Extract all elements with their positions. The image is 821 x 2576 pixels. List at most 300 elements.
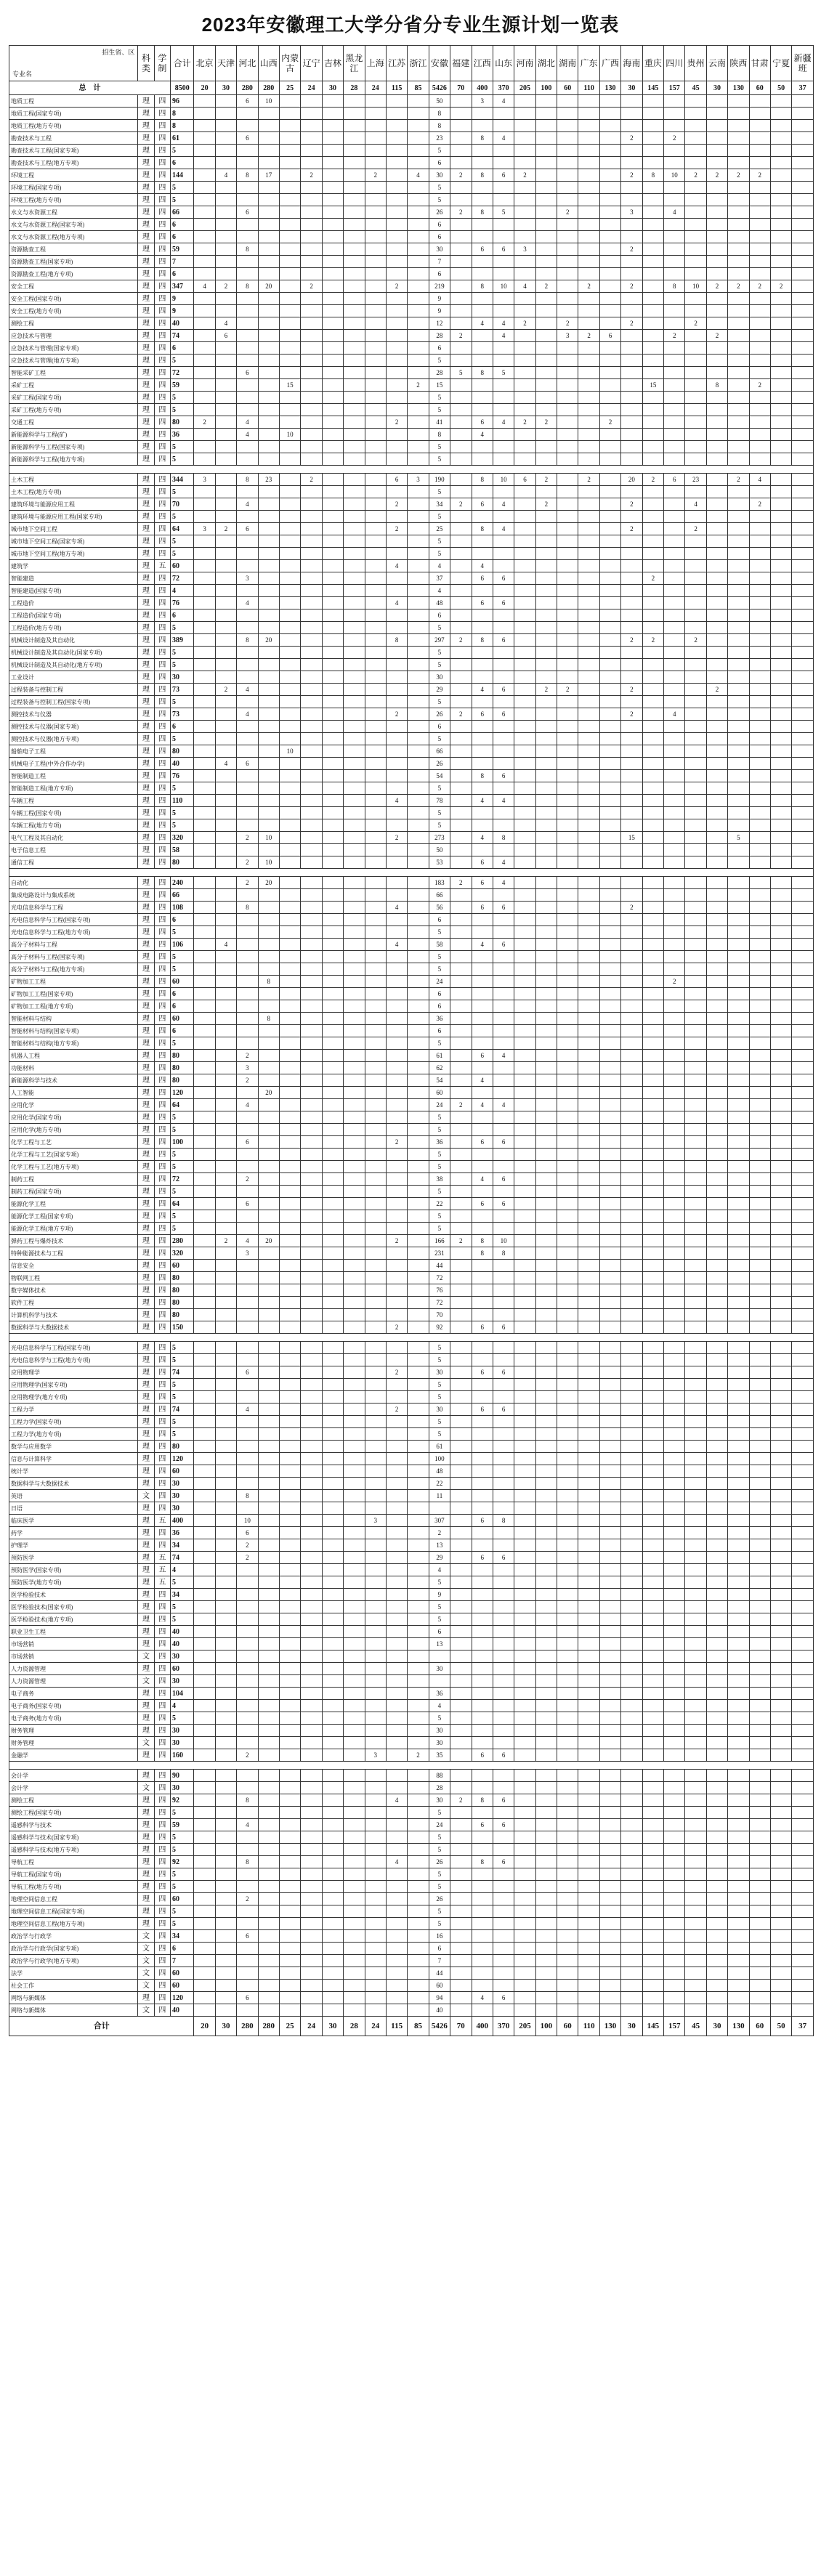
province-quota-cell	[215, 231, 236, 243]
total-cell: 60	[170, 1465, 193, 1478]
province-quota-cell	[728, 1260, 749, 1272]
province-quota-cell	[535, 1782, 557, 1794]
zongji-value: 85	[408, 81, 429, 95]
province-quota-cell	[685, 330, 706, 342]
total-cell: 5	[170, 1868, 193, 1881]
province-quota-cell	[322, 1502, 343, 1515]
province-quota-cell: 8	[237, 634, 258, 647]
province-quota-cell	[557, 560, 578, 572]
province-quota-cell	[514, 1490, 535, 1502]
province-quota-cell	[194, 1428, 215, 1441]
province-quota-cell	[599, 1688, 620, 1700]
province-quota-cell	[237, 939, 258, 951]
province-quota-cell	[514, 1782, 535, 1794]
province-quota-cell	[386, 404, 407, 416]
province-quota-cell	[258, 182, 279, 194]
province-quota-cell	[215, 1354, 236, 1366]
province-quota-cell	[450, 379, 472, 392]
province-quota-cell	[535, 1284, 557, 1297]
province-quota-cell	[706, 132, 727, 145]
province-quota-cell	[322, 1601, 343, 1613]
province-quota-cell	[365, 1589, 386, 1601]
province-quota-cell	[599, 758, 620, 770]
province-quota-cell	[770, 1881, 791, 1893]
province-quota-cell	[535, 1149, 557, 1161]
province-quota-cell	[493, 609, 514, 622]
province-quota-cell: 6	[664, 474, 685, 486]
province-quota-cell	[535, 108, 557, 120]
xuezhi-cell: 四	[154, 1712, 170, 1725]
province-quota-cell	[514, 1379, 535, 1391]
kelei-cell: 理	[138, 1124, 154, 1136]
province-quota-cell	[706, 1782, 727, 1794]
province-quota-cell	[514, 1037, 535, 1050]
table-row	[9, 1074, 814, 1087]
province-quota-cell	[514, 1893, 535, 1905]
province-quota-cell	[322, 355, 343, 367]
province-quota-cell	[258, 1725, 279, 1737]
province-quota-cell	[578, 1819, 599, 1831]
province-quota-cell	[408, 1527, 429, 1539]
province-quota-cell: 2	[706, 684, 727, 696]
province-quota-cell	[578, 647, 599, 659]
province-quota-cell	[493, 1441, 514, 1453]
major-name: 电子商务(地方专项)	[9, 1712, 138, 1725]
province-quota-cell	[706, 1589, 727, 1601]
province-quota-cell	[514, 634, 535, 647]
province-quota-cell	[301, 1868, 322, 1881]
province-quota-cell: 25	[429, 523, 450, 535]
province-quota-cell	[749, 1515, 770, 1527]
province-quota-cell: 2	[621, 902, 642, 914]
province-quota-cell	[493, 1881, 514, 1893]
province-quota-cell	[258, 733, 279, 745]
total-cell: 30	[170, 1478, 193, 1490]
province-quota-cell	[749, 1539, 770, 1552]
province-quota-cell	[706, 856, 727, 869]
province-quota-cell	[279, 1688, 300, 1700]
province-quota-cell	[386, 572, 407, 585]
province-quota-cell	[386, 696, 407, 708]
province-quota-cell	[706, 770, 727, 782]
province-quota-cell	[301, 926, 322, 939]
province-quota-cell	[535, 634, 557, 647]
province-quota-cell: 4	[237, 429, 258, 441]
province-quota-cell	[450, 1247, 472, 1260]
province-quota-cell	[770, 1807, 791, 1819]
province-quota-cell	[408, 305, 429, 317]
province-quota-cell	[706, 120, 727, 132]
zongji-value: 24	[365, 81, 386, 95]
province-quota-cell: 2	[237, 1552, 258, 1564]
total-cell: 6	[170, 342, 193, 355]
province-quota-cell	[664, 844, 685, 856]
province-quota-cell	[194, 914, 215, 926]
province-quota-cell	[514, 1025, 535, 1037]
province-quota-cell	[365, 219, 386, 231]
province-quota-cell	[365, 1198, 386, 1210]
province-quota-cell	[706, 782, 727, 795]
province-quota-cell	[685, 758, 706, 770]
province-quota-cell	[514, 560, 535, 572]
province-quota-cell	[770, 634, 791, 647]
province-quota-cell	[621, 572, 642, 585]
province-quota-cell	[279, 1601, 300, 1613]
province-quota-cell	[365, 1807, 386, 1819]
province-quota-cell	[493, 1062, 514, 1074]
province-quota-cell: 6	[472, 1050, 493, 1062]
province-quota-cell	[344, 330, 365, 342]
xuezhi-cell: 四	[154, 1478, 170, 1490]
zongji-label: 总 计	[9, 81, 171, 95]
total-cell: 5	[170, 194, 193, 206]
province-quota-cell	[685, 1087, 706, 1099]
province-quota-cell	[599, 1831, 620, 1844]
province-quota-cell	[279, 696, 300, 708]
province-quota-cell	[194, 1527, 215, 1539]
province-quota-cell: 2	[749, 280, 770, 293]
province-quota-cell	[322, 1589, 343, 1601]
province-quota-cell: 62	[429, 1062, 450, 1074]
province-quota-cell	[770, 1428, 791, 1441]
province-quota-cell	[770, 795, 791, 807]
province-quota-cell	[770, 1601, 791, 1613]
province-quota-cell	[599, 1099, 620, 1111]
province-quota-cell	[664, 1725, 685, 1737]
province-quota-cell	[599, 194, 620, 206]
province-quota-cell	[578, 1050, 599, 1062]
province-quota-cell	[386, 1539, 407, 1552]
province-quota-cell	[642, 1453, 663, 1465]
province-quota-cell	[770, 782, 791, 795]
province-quota-cell	[706, 634, 727, 647]
xuezhi-cell: 四	[154, 1260, 170, 1272]
total-cell: 144	[170, 169, 193, 182]
province-quota-cell	[770, 1354, 791, 1366]
province-quota-cell: 2	[386, 1136, 407, 1149]
province-quota-cell: 6	[493, 1819, 514, 1831]
province-quota-cell	[258, 1737, 279, 1749]
province-quota-cell	[194, 548, 215, 560]
province-quota-cell	[344, 548, 365, 560]
kelei-cell: 理	[138, 951, 154, 963]
province-quota-cell	[237, 1589, 258, 1601]
total-cell: 92	[170, 1856, 193, 1868]
total-cell: 80	[170, 745, 193, 758]
province-quota-cell	[472, 745, 493, 758]
xuezhi-cell: 四	[154, 1663, 170, 1675]
province-quota-cell	[386, 770, 407, 782]
kelei-cell: 理	[138, 1186, 154, 1198]
province-quota-cell	[237, 647, 258, 659]
province-quota-cell	[557, 1186, 578, 1198]
province-quota-cell	[194, 219, 215, 231]
total-cell: 73	[170, 708, 193, 721]
province-quota-cell	[237, 1675, 258, 1688]
province-quota-cell	[728, 132, 749, 145]
province-quota-cell	[450, 939, 472, 951]
major-name: 建筑环境与能源应用工程(国家专项)	[9, 511, 138, 523]
province-quota-cell	[237, 1638, 258, 1650]
xuezhi-cell: 四	[154, 355, 170, 367]
province-quota-cell	[664, 877, 685, 889]
province-quota-cell	[450, 1416, 472, 1428]
province-quota-cell	[578, 597, 599, 609]
province-quota-cell	[386, 231, 407, 243]
province-quota-cell	[621, 1284, 642, 1297]
province-quota-cell	[535, 1173, 557, 1186]
table-row	[9, 243, 814, 256]
province-quota-cell	[706, 1807, 727, 1819]
province-quota-cell	[792, 1284, 814, 1297]
province-quota-cell	[685, 745, 706, 758]
province-quota-cell	[578, 939, 599, 951]
province-quota-cell	[215, 1893, 236, 1905]
province-quota-cell	[535, 1198, 557, 1210]
province-quota-cell	[258, 1650, 279, 1663]
province-quota-cell	[493, 1342, 514, 1354]
province-quota-cell	[535, 696, 557, 708]
province-quota-cell	[599, 572, 620, 585]
province-quota-cell	[557, 1404, 578, 1416]
xuezhi-cell: 四	[154, 404, 170, 416]
province-quota-cell	[408, 1782, 429, 1794]
zongji-value: 50	[770, 81, 791, 95]
province-quota-cell	[599, 441, 620, 453]
province-quota-cell	[557, 379, 578, 392]
province-quota-cell	[386, 1062, 407, 1074]
province-quota-cell	[535, 721, 557, 733]
province-quota-cell	[472, 1000, 493, 1013]
province-quota-cell: 5	[429, 1354, 450, 1366]
province-quota-cell	[386, 1198, 407, 1210]
province-quota-cell	[344, 939, 365, 951]
province-quota-cell	[472, 622, 493, 634]
province-quota-cell	[685, 1223, 706, 1235]
total-cell: 280	[170, 1235, 193, 1247]
province-quota-cell	[621, 157, 642, 169]
major-name: 地理空间信息工程	[9, 1893, 138, 1905]
xuezhi-cell: 四	[154, 926, 170, 939]
province-quota-cell	[301, 647, 322, 659]
province-quota-cell	[642, 745, 663, 758]
province-quota-cell	[557, 832, 578, 844]
province-quota-cell	[621, 486, 642, 498]
province-quota-cell	[557, 1062, 578, 1074]
province-quota-cell	[770, 844, 791, 856]
province-quota-cell	[408, 877, 429, 889]
province-quota-cell	[514, 342, 535, 355]
total-cell: 59	[170, 379, 193, 392]
major-name: 医学检验技术(国家专项)	[9, 1601, 138, 1613]
province-quota-cell: 2	[514, 317, 535, 330]
table-row	[9, 1062, 814, 1074]
province-quota-cell	[322, 231, 343, 243]
province-quota-cell	[514, 659, 535, 671]
province-quota-cell	[514, 1149, 535, 1161]
province-quota-cell	[279, 145, 300, 157]
kelei-cell: 理	[138, 268, 154, 280]
kelei-cell: 理	[138, 988, 154, 1000]
province-quota-cell	[450, 1037, 472, 1050]
major-name: 数学与应用数学	[9, 1441, 138, 1453]
province-quota-cell	[642, 1260, 663, 1272]
province-quota-cell	[664, 1391, 685, 1404]
province-quota-cell	[493, 1650, 514, 1663]
province-quota-cell	[215, 1210, 236, 1223]
province-quota-cell	[792, 342, 814, 355]
page-title: 2023年安徽理工大学分省分专业生源计划一览表	[201, 14, 620, 36]
province-quota-cell	[450, 416, 472, 429]
province-quota-cell: 5	[429, 511, 450, 523]
province-quota-cell	[365, 535, 386, 548]
province-quota-cell: 6	[472, 498, 493, 511]
province-quota-cell	[578, 1379, 599, 1391]
province-quota-cell	[749, 1297, 770, 1309]
province-quota-cell: 20	[621, 474, 642, 486]
province-quota-cell	[728, 671, 749, 684]
province-quota-cell	[728, 1453, 749, 1465]
province-quota-cell	[728, 1111, 749, 1124]
province-quota-cell	[792, 231, 814, 243]
province-quota-cell	[279, 622, 300, 634]
province-quota-cell	[706, 1601, 727, 1613]
total-cell: 40	[170, 317, 193, 330]
province-quota-cell	[237, 1391, 258, 1404]
province-quota-cell: 166	[429, 1235, 450, 1247]
total-cell: 5	[170, 622, 193, 634]
province-quota-cell	[258, 523, 279, 535]
province-quota-cell	[749, 342, 770, 355]
province-quota-cell	[770, 1013, 791, 1025]
province-quota-cell	[685, 293, 706, 305]
province-quota-cell	[279, 1050, 300, 1062]
province-quota-cell	[535, 548, 557, 560]
province-quota-cell	[770, 976, 791, 988]
province-quota-cell	[258, 1161, 279, 1173]
table-row	[9, 647, 814, 659]
province-quota-cell	[279, 1868, 300, 1881]
xuezhi-cell: 四	[154, 622, 170, 634]
province-quota-cell	[194, 1342, 215, 1354]
province-quota-cell: 5	[429, 1881, 450, 1893]
xuezhi-cell: 四	[154, 206, 170, 219]
province-quota-cell	[621, 1794, 642, 1807]
province-quota-cell	[706, 914, 727, 926]
province-quota-cell: 9	[429, 1589, 450, 1601]
province-quota-cell	[301, 1478, 322, 1490]
province-quota-cell	[215, 1087, 236, 1099]
province-quota-cell	[535, 1428, 557, 1441]
table-row	[9, 597, 814, 609]
province-quota-cell	[664, 1000, 685, 1013]
province-quota-cell	[408, 1000, 429, 1013]
province-quota-cell	[386, 1247, 407, 1260]
province-quota-cell	[386, 1173, 407, 1186]
province-quota-cell	[301, 1844, 322, 1856]
province-quota-cell	[685, 1626, 706, 1638]
major-name: 统计学	[9, 1465, 138, 1478]
province-quota-cell	[450, 535, 472, 548]
province-quota-cell	[621, 1478, 642, 1490]
kelei-cell: 理	[138, 330, 154, 342]
province-quota-cell	[386, 1868, 407, 1881]
province-quota-cell	[642, 1000, 663, 1013]
province-quota-cell	[621, 1260, 642, 1272]
province-quota-cell	[749, 453, 770, 466]
province-quota-cell	[535, 1087, 557, 1099]
province-quota-cell	[279, 1856, 300, 1868]
province-quota-cell	[599, 770, 620, 782]
province-quota-cell: 6	[429, 914, 450, 926]
province-quota-cell	[514, 293, 535, 305]
province-quota-cell	[194, 1272, 215, 1284]
major-name: 预防医学(地方专项)	[9, 1576, 138, 1589]
province-quota-cell	[279, 1124, 300, 1136]
province-quota-cell	[301, 902, 322, 914]
province-quota-cell	[365, 1416, 386, 1428]
province-quota-cell	[642, 523, 663, 535]
province-quota-cell	[365, 330, 386, 342]
province-quota-cell	[664, 367, 685, 379]
total-cell: 70	[170, 498, 193, 511]
province-quota-cell	[514, 1366, 535, 1379]
province-quota-cell: 5	[429, 486, 450, 498]
xuezhi-cell: 四	[154, 1062, 170, 1074]
province-quota-cell: 5	[429, 926, 450, 939]
province-quota-cell: 2	[749, 498, 770, 511]
province-quota-cell	[664, 1223, 685, 1235]
kelei-cell: 理	[138, 1564, 154, 1576]
province-quota-cell	[578, 1905, 599, 1918]
province-quota-cell	[322, 535, 343, 548]
province-quota-cell	[642, 498, 663, 511]
header-province: 江西	[472, 46, 493, 81]
province-quota-cell	[770, 95, 791, 108]
province-quota-cell	[408, 1025, 429, 1037]
province-quota-cell	[749, 671, 770, 684]
province-quota-cell	[792, 1124, 814, 1136]
province-quota-cell	[514, 1247, 535, 1260]
province-quota-cell	[279, 1354, 300, 1366]
province-quota-cell	[194, 1688, 215, 1700]
province-quota-cell	[770, 988, 791, 1000]
province-quota-cell	[728, 404, 749, 416]
province-quota-cell	[706, 474, 727, 486]
province-quota-cell	[770, 453, 791, 466]
province-quota-cell	[685, 1025, 706, 1037]
kelei-cell: 理	[138, 293, 154, 305]
kelei-cell: 理	[138, 1260, 154, 1272]
major-name: 工程力学	[9, 1404, 138, 1416]
province-quota-cell	[386, 535, 407, 548]
province-quota-cell: 4	[749, 474, 770, 486]
province-quota-cell: 6	[429, 1000, 450, 1013]
province-quota-cell	[642, 782, 663, 795]
province-quota-cell	[472, 844, 493, 856]
province-quota-cell	[493, 819, 514, 832]
province-quota-cell: 6	[493, 1366, 514, 1379]
major-name: 建筑学	[9, 560, 138, 572]
province-quota-cell	[258, 355, 279, 367]
province-quota-cell	[493, 1074, 514, 1087]
province-quota-cell	[599, 429, 620, 441]
province-quota-cell	[258, 1576, 279, 1589]
province-quota-cell	[557, 1428, 578, 1441]
province-quota-cell	[215, 219, 236, 231]
province-quota-cell	[322, 1309, 343, 1321]
total-cell: 60	[170, 1893, 193, 1905]
